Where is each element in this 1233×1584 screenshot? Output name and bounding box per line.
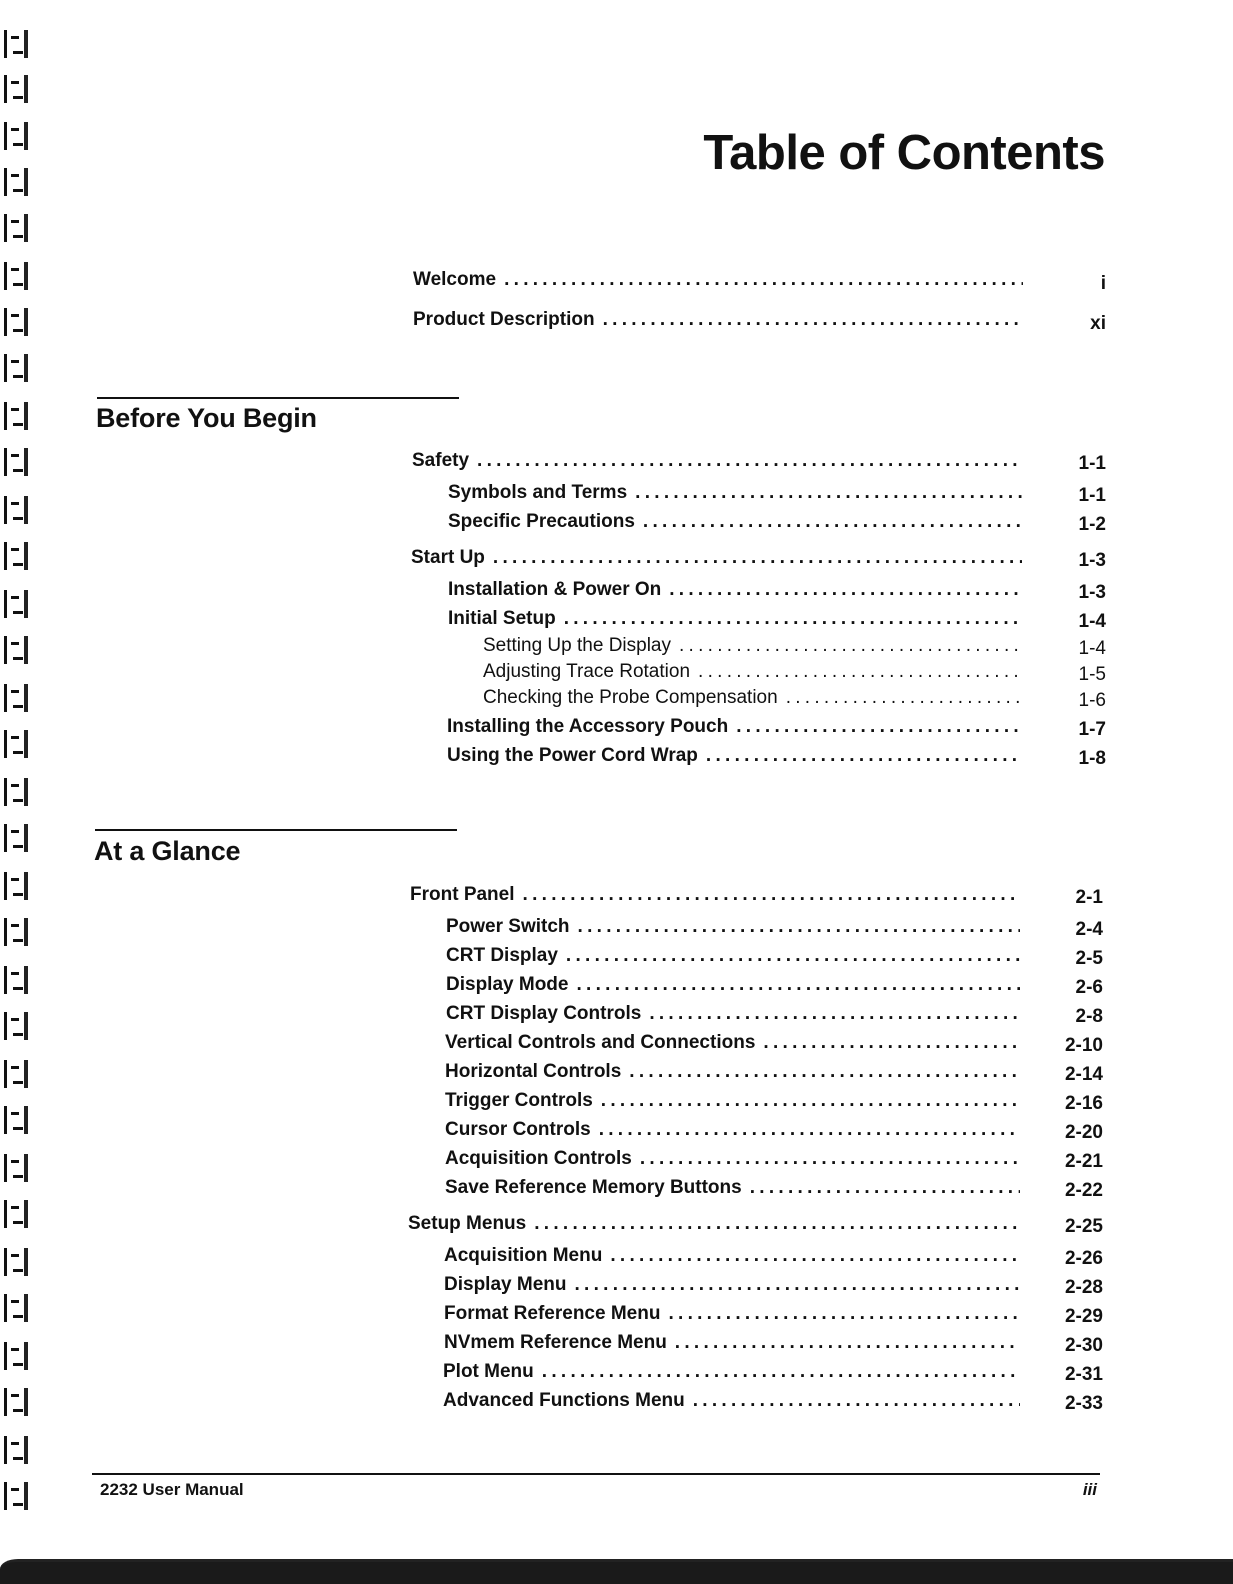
toc-entry-label: NVmem Reference Menu — [444, 1332, 667, 1353]
toc-entry-installation-power-on[interactable] — [448, 579, 1022, 601]
binding-mark — [4, 824, 28, 852]
toc-entry-label: Setup Menus — [408, 1213, 527, 1234]
binding-mark — [4, 590, 28, 618]
toc-page-number: 2-8 — [1075, 1006, 1103, 1027]
binding-mark — [4, 122, 28, 150]
binding-mark — [4, 75, 28, 103]
dot-leader — [693, 1390, 1020, 1412]
binding-mark — [4, 1200, 28, 1228]
binding-mark — [4, 1154, 28, 1182]
toc-entry-label: Format Reference Menu — [444, 1303, 661, 1324]
toc-entry-start-up[interactable] — [411, 547, 1022, 569]
binding-mark — [4, 1436, 28, 1464]
toc-entry-specific-precautions[interactable] — [448, 511, 1022, 533]
binding-mark — [4, 918, 28, 946]
page-bottom-edge — [0, 1559, 1233, 1584]
binding-mark — [4, 262, 28, 290]
binding-mark — [4, 1388, 28, 1416]
binding-mark — [4, 1060, 28, 1088]
toc-page-number: 2-21 — [1064, 1151, 1103, 1172]
dot-leader — [669, 579, 1022, 601]
binding-mark — [4, 778, 28, 806]
toc-entry-label: Advanced Functions Menu — [443, 1390, 685, 1411]
toc-entry-display-menu[interactable] — [444, 1274, 1020, 1296]
toc-page-number: 2-20 — [1064, 1122, 1103, 1143]
toc-entry-label: Plot Menu — [443, 1361, 534, 1382]
dot-leader — [629, 1061, 1020, 1083]
toc-entry-using-power-cord-wrap[interactable] — [447, 745, 1022, 767]
toc-entry-plot-menu[interactable] — [443, 1361, 1020, 1383]
toc-entry-label: Start Up — [411, 547, 485, 568]
toc-entry-crt-display[interactable] — [446, 945, 1020, 967]
dot-leader — [542, 1361, 1020, 1383]
toc-entry-label: Product Description — [413, 309, 595, 330]
dot-leader — [736, 716, 1022, 738]
toc-entry-cursor-controls[interactable] — [445, 1119, 1020, 1141]
toc-page-number: 1-4 — [1078, 638, 1106, 659]
toc-entry-label: CRT Display Controls — [446, 1003, 642, 1024]
page-title: Table of Contents — [703, 126, 1105, 180]
dot-leader — [601, 1090, 1020, 1112]
binding-mark — [4, 30, 28, 58]
dot-leader — [504, 269, 1023, 291]
dot-leader — [763, 1032, 1020, 1054]
footer-page-number: iii — [1082, 1480, 1097, 1499]
binding-mark — [4, 448, 28, 476]
binding-mark — [4, 1294, 28, 1322]
toc-entry-label: Acquisition Menu — [444, 1245, 603, 1266]
toc-entry-setting-up-the-display[interactable] — [483, 635, 1022, 657]
dot-leader — [534, 1213, 1020, 1235]
dot-leader — [635, 482, 1022, 504]
dot-leader — [750, 1177, 1020, 1199]
toc-entry-label: Specific Precautions — [448, 511, 635, 532]
binding-mark — [4, 1012, 28, 1040]
dot-leader — [574, 1274, 1020, 1296]
toc-entry-display-mode[interactable] — [446, 974, 1020, 996]
toc-page-number: 2-30 — [1064, 1335, 1103, 1356]
toc-entry-initial-setup[interactable] — [448, 608, 1022, 630]
binding-mark — [4, 168, 28, 196]
dot-leader — [643, 511, 1022, 533]
toc-page-number: 1-4 — [1078, 611, 1106, 632]
toc-page-number: xi — [1090, 313, 1106, 334]
toc-entry-label: Cursor Controls — [445, 1119, 591, 1140]
toc-entry-installing-accessory-pouch[interactable] — [447, 716, 1022, 738]
toc-page-number: 1-1 — [1078, 453, 1106, 474]
dot-leader — [649, 1003, 1020, 1025]
toc-entry-label: Installation & Power On — [448, 579, 662, 600]
toc-page-number: 2-5 — [1075, 948, 1103, 969]
toc-entry-trigger-controls[interactable] — [445, 1090, 1020, 1112]
toc-page-number: 1-3 — [1078, 550, 1106, 571]
binding-mark — [4, 214, 28, 242]
dot-leader — [668, 1303, 1020, 1325]
dot-leader — [477, 450, 1022, 472]
toc-page-number: 1-8 — [1078, 748, 1106, 769]
toc-entry-label: Display Menu — [444, 1274, 567, 1295]
toc-page-number: 2-22 — [1064, 1180, 1103, 1201]
dot-leader — [576, 974, 1020, 996]
dot-leader — [599, 1119, 1020, 1141]
toc-entry-advanced-functions-menu[interactable] — [443, 1390, 1020, 1412]
toc-page-number: 1-2 — [1078, 514, 1106, 535]
dot-leader — [706, 745, 1022, 767]
toc-entry-horizontal-controls[interactable] — [445, 1061, 1020, 1083]
toc-entry-front-panel[interactable] — [410, 884, 1020, 906]
dot-leader — [493, 547, 1022, 569]
dot-leader — [603, 309, 1023, 331]
binding-mark — [4, 1342, 28, 1370]
section-title-at-a-glance: At a Glance — [94, 836, 241, 866]
dot-leader — [698, 661, 1022, 683]
toc-entry-save-reference-memory-buttons[interactable] — [445, 1177, 1020, 1199]
section-divider — [97, 397, 459, 399]
binding-mark — [4, 308, 28, 336]
binding-mark — [4, 1106, 28, 1134]
toc-entry-label: Acquisition Controls — [445, 1148, 632, 1169]
dot-leader — [564, 608, 1022, 630]
toc-entry-label: Installing the Accessory Pouch — [447, 716, 729, 737]
toc-page-number: 1-3 — [1078, 582, 1106, 603]
binding-mark — [4, 1482, 28, 1510]
toc-page-number: 1-7 — [1078, 719, 1106, 740]
toc-page-number: 2-25 — [1064, 1216, 1103, 1237]
toc-entry-nvmem-reference-menu[interactable] — [444, 1332, 1020, 1354]
toc-entry-label: Symbols and Terms — [448, 482, 628, 503]
toc-page-number: 1-1 — [1078, 485, 1106, 506]
toc-entry-welcome[interactable] — [413, 269, 1023, 291]
toc-page-number: 2-4 — [1075, 919, 1103, 940]
dot-leader — [578, 916, 1020, 938]
toc-entry-label: Vertical Controls and Connections — [445, 1032, 756, 1053]
toc-entry-format-reference-menu[interactable] — [444, 1303, 1020, 1325]
binding-mark — [4, 1248, 28, 1276]
toc-page-number: 1-6 — [1078, 690, 1106, 711]
toc-entry-adjusting-trace-rotation[interactable] — [483, 661, 1022, 683]
binding-mark — [4, 496, 28, 524]
binding-mark — [4, 402, 28, 430]
dot-leader — [610, 1245, 1020, 1267]
dot-leader — [523, 884, 1020, 906]
toc-entry-setup-menus[interactable] — [408, 1213, 1020, 1235]
section-divider — [95, 829, 457, 831]
dot-leader — [566, 945, 1020, 967]
toc-entry-label: Power Switch — [446, 916, 570, 937]
toc-entry-product-description[interactable] — [413, 309, 1023, 331]
toc-entry-label: Horizontal Controls — [445, 1061, 622, 1082]
toc-page-number: 2-33 — [1064, 1393, 1103, 1414]
binding-mark — [4, 542, 28, 570]
toc-entry-symbols-and-terms[interactable] — [448, 482, 1022, 504]
binding-mark — [4, 684, 28, 712]
footer-divider — [92, 1473, 1100, 1475]
toc-page-number: 2-14 — [1064, 1064, 1103, 1085]
toc-entry-label: Safety — [412, 450, 470, 471]
toc-entry-label: Checking the Probe Compensation — [483, 687, 778, 708]
toc-entry-label: Using the Power Cord Wrap — [447, 745, 698, 766]
binding-mark — [4, 872, 28, 900]
footer-manual-title: 2232 User Manual — [100, 1480, 244, 1499]
binding-mark — [4, 730, 28, 758]
toc-entry-label: Save Reference Memory Buttons — [445, 1177, 742, 1198]
toc-entry-label: Setting Up the Display — [483, 635, 671, 656]
toc-page-number: 2-26 — [1064, 1248, 1103, 1269]
toc-entry-acquisition-menu[interactable] — [444, 1245, 1020, 1267]
dot-leader — [640, 1148, 1020, 1170]
toc-entry-power-switch[interactable] — [446, 916, 1020, 938]
section-title-before-you-begin: Before You Begin — [96, 403, 317, 433]
binding-mark — [4, 636, 28, 664]
toc-entry-label: Display Mode — [446, 974, 569, 995]
toc-entry-label: Trigger Controls — [445, 1090, 593, 1111]
dot-leader — [786, 687, 1022, 709]
toc-entry-label: Adjusting Trace Rotation — [483, 661, 691, 682]
toc-page-number: 2-31 — [1064, 1364, 1103, 1385]
toc-entry-label: Initial Setup — [448, 608, 556, 629]
toc-page-number: 2-1 — [1075, 887, 1103, 908]
toc-entry-label: Welcome — [413, 269, 497, 290]
spiral-binding — [0, 0, 34, 1584]
toc-page-number: 1-5 — [1078, 664, 1106, 685]
toc-page-number: 2-10 — [1064, 1035, 1103, 1056]
toc-entry-vertical-controls[interactable] — [445, 1032, 1020, 1054]
toc-entry-checking-probe-compensation[interactable] — [483, 687, 1022, 709]
toc-entry-label: Front Panel — [410, 884, 515, 905]
toc-page-number: 2-29 — [1064, 1306, 1103, 1327]
toc-page-number: i — [1100, 273, 1106, 294]
toc-entry-safety[interactable] — [412, 450, 1022, 472]
binding-mark — [4, 966, 28, 994]
dot-leader — [675, 1332, 1020, 1354]
toc-entry-label: CRT Display — [446, 945, 558, 966]
dot-leader — [679, 635, 1022, 657]
toc-page-number: 2-28 — [1064, 1277, 1103, 1298]
binding-mark — [4, 354, 28, 382]
toc-entry-acquisition-controls[interactable] — [445, 1148, 1020, 1170]
toc-entry-crt-display-controls[interactable] — [446, 1003, 1020, 1025]
toc-page-number: 2-6 — [1075, 977, 1103, 998]
toc-page-number: 2-16 — [1064, 1093, 1103, 1114]
